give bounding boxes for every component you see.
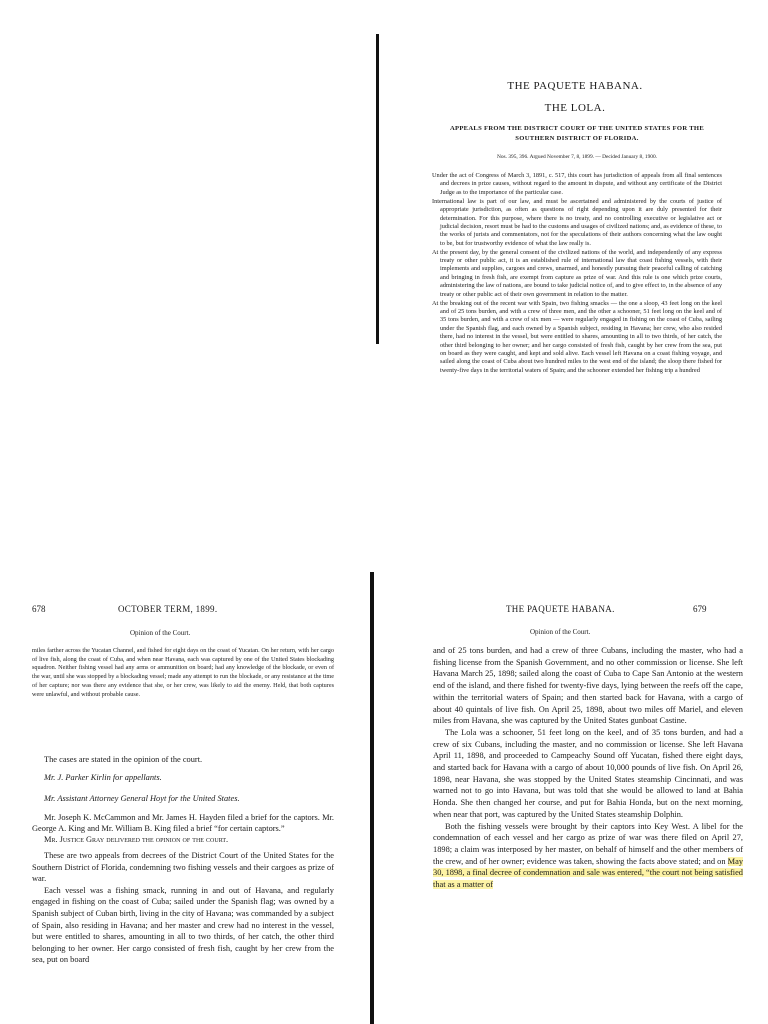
bottom-gutter-edge bbox=[370, 572, 374, 1024]
opinion-text: Both the fishing vessels were brought by their captors into Key West. A libel for the condemnation of each vessel and her cargo as prize of war was there filed on April 27, 1898; a claim was interposed by her master, on behalf of himself and the other members of the crew, and of her owner; evidence was taken, showing the facts above stated; and on bbox=[433, 821, 743, 866]
opinion-paragraph: The Lola was a schooner, 51 feet long on the keel, and of 35 tons burden, and had a crew of six Cubans, including the master, and no commission or license. She left Havana April 11, 1898, and proceeded to Campeachy Sound off Yucatan, fished there eight days, and started back for Havana with a cargo of about 10,000 pounds of live fish. On April 26, 1898, near Havana, she was stopped by the United States steamship Cincinnati, and was warned not to go into Havana, but was told that she would be allowed to land at Bahia Honda. She then changed her course, and put for Bahia Honda, but on the next morning, when near that port, was captured by the United States steamship Dolphin. bbox=[433, 727, 743, 819]
opinion-body-left bbox=[32, 850, 334, 966]
highlighted-text: May 30, 1898, a final decree of condemnation and sale was entered, “the court not being satisfied that as a matter of bbox=[433, 856, 744, 890]
headnote-paragraph: At the breaking out of the recent war with Spain, two fishing smacks — the one a sloop, 43 feet long on the keel and of 25 tons burden, and with a crew of three men, and the other a schooner, 51 feet long on the keel and of 35 tons burden, and with a crew of six men — were regularly engaged in fishing on the coast of Cuba, sailing under the Spanish flag, and each owned by a Spanish subject, residing in Havana; her crew, who also resided there, had no interest in the vessel, but were entitled to shares, amounting in all to two thirds, of her catch, the other third belonging to her owner; and her cargo consisted of fresh fish, caught by her crew from the sea, put on board as they were caught, and kept and sold alive. Each vessel left Havana on a coast fishing voyage, and sailed along the coast of Cuba about two hundred miles to the west end of the island; the sloop there fished for twenty-five days in the territorial waters of Spain; and the schooner extended her fishing trip a hundred bbox=[432, 299, 722, 374]
opinion-paragraph: Each vessel was a fishing smack, running in and out of Havana, and regularly engaged in fishing on the coast of Cuba; sailed under the Spanish flag; was owned by a Spanish subject of Cuban birth, living in the city of Havana; was commanded by a subject of Spain, also residing in Havana; and her master and crew had no interest in the vessel, but were entitled to shares, amounting in all to two thirds, of her catch, the other third belonging to her owner. Her cargo consisted of fresh fish, caught by her crew from the sea, put on board bbox=[32, 885, 334, 965]
headnotes bbox=[432, 172, 722, 376]
case-title: THE PAQUETE HABANA. bbox=[507, 80, 643, 92]
cases-stated: The cases are stated in the opinion of the court. bbox=[44, 755, 203, 764]
opinion-paragraph: These are two appeals from decrees of the District Court of the United States for the Southern District of Florida, condemning two fishing vessels and their cargoes as prize of war. bbox=[32, 851, 334, 884]
counsel-captors: Mr. Joseph K. McCammon and Mr. James H. Hayden filed a brief for the captors. Mr. George A. King and Mr. William B. King filed a brief “for certain captors.” bbox=[32, 813, 334, 833]
page-number-right: 679 bbox=[693, 604, 707, 614]
top-page-left-edge bbox=[376, 34, 379, 344]
headnote-continued: miles farther across the Yucatan Channel, and fished for eight days on the coast of Yucatan. On her return, with her cargo of live fish, along the coast of Cuba, and when near Havana, each was captured by one of the United States blockading squadron. Neither fishing vessel had any arms or ammunition on board; had any knowledge of the blockade, or even of the war, until she was stopped by a blockading vessel; made any attempt to run the blockade, or any resistance at the time of her capture; nor was there any evidence that she, or her crew, was likely to aid the enemy. Held, that both captures were unlawful, and without probable cause. bbox=[32, 647, 334, 698]
counsel-united-states: Mr. Assistant Attorney General Hoyt for the United States. bbox=[44, 794, 240, 803]
headnote-paragraph: Under the act of Congress of March 3, 1891, c. 517, this court has jurisdiction of appeals from all final sentences and decrees in prize causes, without regard to the amount in dispute, and without any certificate of the District Judge as to the importance of the particular case. bbox=[432, 172, 722, 196]
section-label-left: Opinion of the Court. bbox=[130, 629, 191, 637]
running-head-right: THE PAQUETE HABANA. bbox=[506, 604, 615, 614]
running-head-left: OCTOBER TERM, 1899. bbox=[118, 604, 218, 614]
opinion-delivered: Mr. Justice Gray delivered the opinion of the court. bbox=[44, 835, 229, 844]
case-numbers: Nos. 395, 396. Argued November 7, 8, 1899. — Decided January 8, 1900. bbox=[496, 154, 658, 160]
headnote-paragraph: At the present day, by the general consent of the civilized nations of the world, and independently of any express treaty or other public act, it is an established rule of international law that coast fishing vessels, with their implements and supplies, cargoes and crews, unarmed, and honestly pursuing their peaceful calling of catching and bringing in fresh fish, are exempt from capture as prize of war. And this rule is one which prize courts, administering the law of nations, are bound to take judicial notice of, and to give effect to, in the absence of any treaty or other public act of their own government in relation to the matter. bbox=[432, 248, 722, 298]
opinion-body-right bbox=[433, 645, 743, 891]
counsel-appellants: Mr. J. Parker Kirlin for appellants. bbox=[44, 773, 162, 782]
opinion-paragraph bbox=[433, 821, 743, 891]
section-label-right: Opinion of the Court. bbox=[530, 628, 591, 636]
headnote-paragraph: International law is part of our law, and must be ascertained and administered by the courts of justice of appropriate jurisdiction, as often as questions of right depending upon it are duly presented for their determination. For this purpose, where there is no treaty, and no controlling executive or legislative act or judicial decision, resort must be had to the customs and usages of civilized nations; and, as evidence of these, to the works of jurists and commentators, not for the speculations of their authors concerning what the law ought to be, but for trustworthy evidence of what the law really is. bbox=[432, 197, 722, 247]
case-subtitle: THE LOLA. bbox=[544, 102, 606, 114]
page-number-left: 678 bbox=[32, 604, 46, 614]
appeal-heading: APPEALS FROM THE DISTRICT COURT OF THE UNITED STATES FOR THE SOUTHERN DISTRICT OF FLORIDA. bbox=[449, 125, 705, 142]
opinion-paragraph: and of 25 tons burden, and had a crew of three Cubans, including the master, who had a fishing license from the Spanish Government, and no other commission or license. She left Havana March 25, 1898; sailed along the coast of Cuba to Cape San Antonio at the western end of the island, and there fished for twenty-five days, lying between the reefs off the cape, within the territorial waters of Spain; and then started back for Havana, with a cargo of about 40 quintals of live fish. On April 25, 1898, about two miles off Mariel, and eleven miles from Havana, she was captured by the United States gunboat Castine. bbox=[433, 646, 743, 726]
